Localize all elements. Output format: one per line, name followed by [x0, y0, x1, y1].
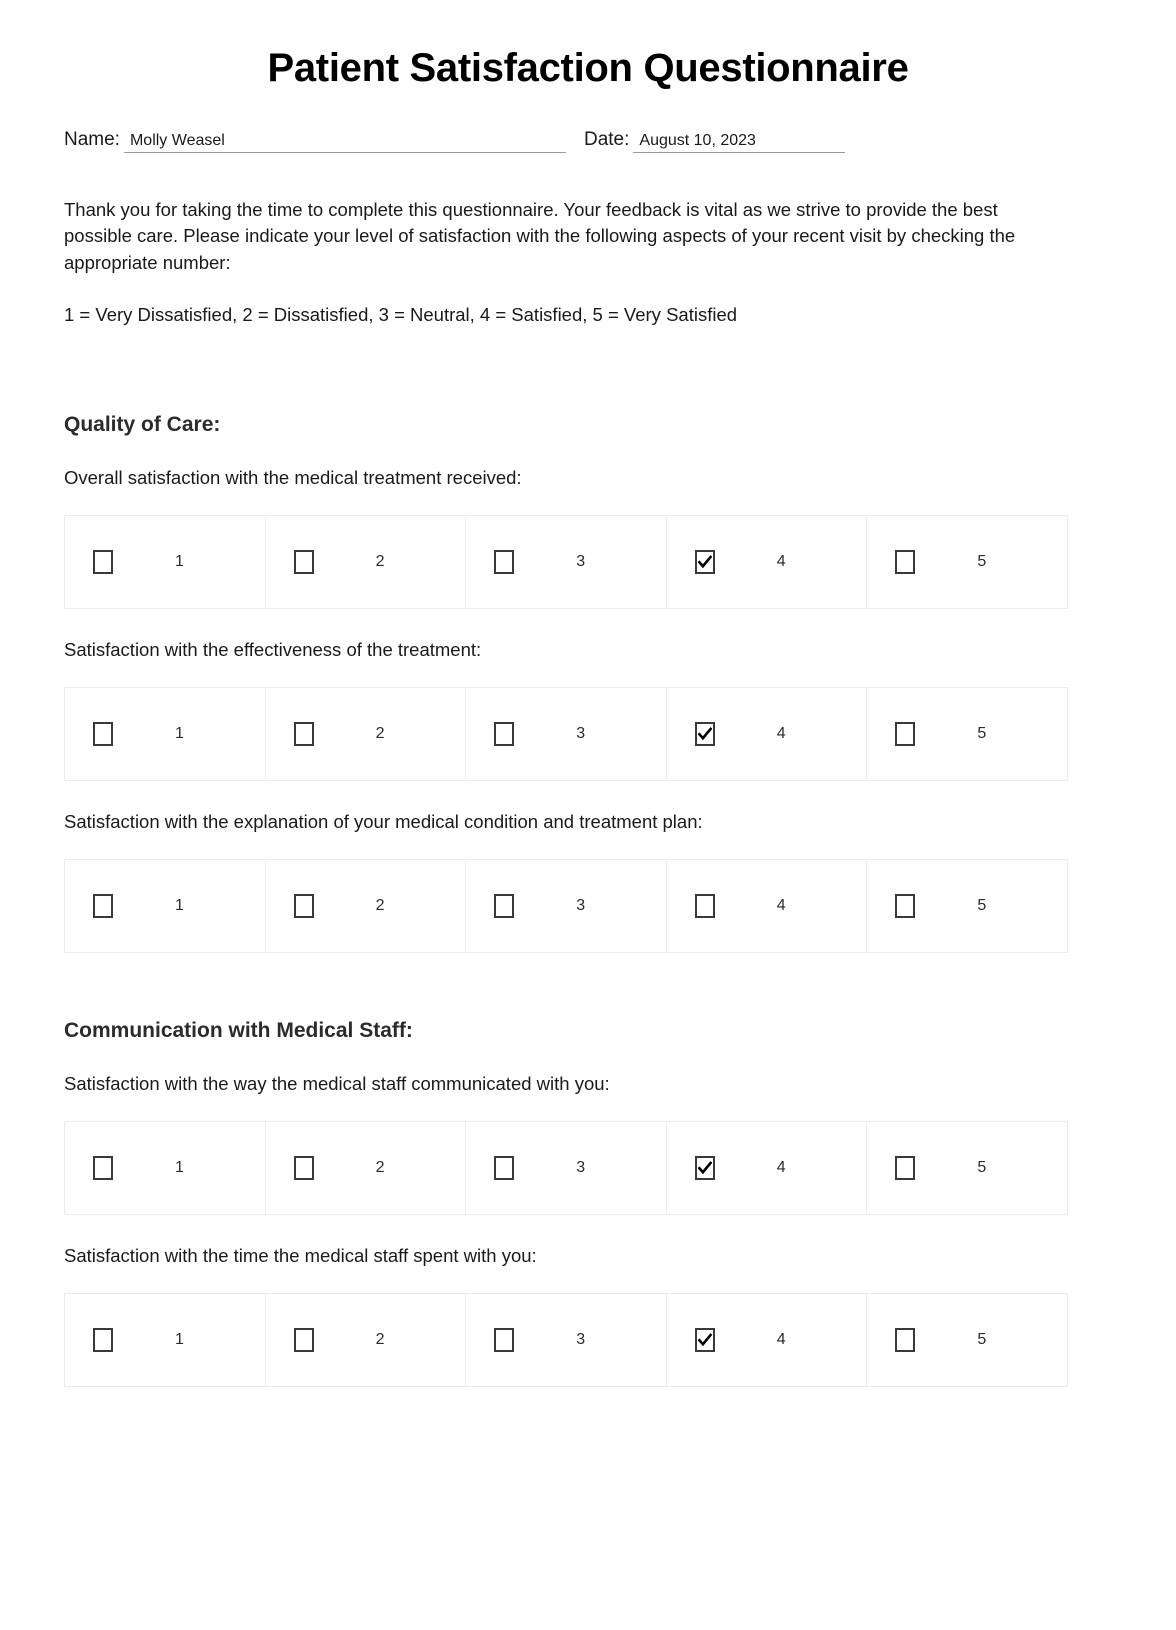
checkbox-unchecked[interactable]	[895, 722, 915, 746]
rating-cell-inner	[266, 1328, 466, 1352]
rating-cell[interactable]	[466, 859, 667, 952]
rating-cell[interactable]	[867, 1293, 1068, 1386]
rating-option-label: 3	[576, 1330, 586, 1348]
check-icon	[698, 1333, 712, 1347]
scale-legend: 1 = Very Dissatisfied, 2 = Dissatisfied, 3 = Neutral, 4 = Satisfied, 5 = Very Satisfied	[64, 303, 738, 325]
rating-cell[interactable]	[265, 687, 466, 780]
rating-option-label: 3	[576, 724, 586, 742]
rating-cell-inner	[867, 550, 1067, 574]
rating-cell[interactable]	[666, 859, 867, 952]
rating-cell[interactable]	[466, 1121, 667, 1214]
section-heading: Communication with Medical Staff:	[64, 1018, 413, 1042]
rating-option-label: 4	[776, 724, 786, 742]
section-block	[64, 347, 1112, 953]
rating-cell-inner	[667, 1156, 867, 1180]
checkbox-checked[interactable]	[695, 1328, 715, 1352]
rating-option-label: 4	[776, 1158, 786, 1176]
rating-option-label: 3	[576, 552, 586, 570]
rating-cell-inner	[266, 550, 466, 574]
rating-cell-inner	[266, 894, 466, 918]
rating-cell-inner	[466, 1328, 666, 1352]
question-text: Overall satisfaction with the medical treatment received:	[64, 466, 522, 488]
checkbox-unchecked[interactable]	[494, 1328, 514, 1352]
rating-option-label: 2	[375, 724, 385, 742]
rating-cell[interactable]	[466, 515, 667, 608]
patient-identity-line	[64, 129, 1112, 153]
checkbox-unchecked[interactable]	[895, 1328, 915, 1352]
rating-cell-inner	[65, 894, 265, 918]
rating-option-label: 5	[977, 896, 987, 914]
rating-cell-inner	[867, 1328, 1067, 1352]
rating-cell[interactable]	[65, 515, 266, 608]
rating-scale-row	[64, 1293, 1068, 1387]
table-row	[65, 687, 1068, 780]
table-row	[65, 859, 1068, 952]
rating-cell[interactable]	[265, 1293, 466, 1386]
rating-cell[interactable]	[65, 1121, 266, 1214]
checkbox-unchecked[interactable]	[895, 894, 915, 918]
rating-option-label: 3	[576, 1158, 586, 1176]
rating-cell[interactable]	[265, 515, 466, 608]
rating-cell-inner	[65, 1328, 265, 1352]
table-row	[65, 1121, 1068, 1214]
rating-option-label: 1	[175, 896, 184, 914]
rating-cell[interactable]	[65, 1293, 266, 1386]
rating-cell-inner	[867, 722, 1067, 746]
rating-option-label: 5	[977, 1158, 987, 1176]
rating-option-label: 2	[375, 1158, 385, 1176]
checkbox-unchecked[interactable]	[294, 1156, 314, 1180]
checkbox-unchecked[interactable]	[695, 894, 715, 918]
rating-option-label: 3	[576, 896, 586, 914]
rating-scale-row	[64, 515, 1068, 609]
section-heading: Quality of Care:	[64, 412, 221, 436]
rating-cell[interactable]	[666, 1121, 867, 1214]
rating-option-label: 5	[977, 724, 987, 742]
rating-cell[interactable]	[65, 859, 266, 952]
checkbox-unchecked[interactable]	[294, 894, 314, 918]
rating-option-label: 1	[175, 1330, 184, 1348]
question-text: Satisfaction with the time the medical staff spent with you:	[64, 1244, 537, 1266]
rating-option-label: 1	[175, 724, 184, 742]
rating-cell-inner	[867, 1156, 1067, 1180]
question-text: Satisfaction with the way the medical staff communicated with you:	[64, 1072, 610, 1094]
checkbox-unchecked[interactable]	[494, 550, 514, 574]
rating-cell-inner	[667, 722, 867, 746]
check-icon	[698, 727, 712, 741]
intro-paragraph: Thank you for taking the time to complete this questionnaire. Your feedback is vital as we strive to provide the best possible care. Please indicate your level of satisfaction with the following aspects of your recent visit by checking the appropriate number:	[64, 199, 1016, 273]
rating-cell[interactable]	[867, 1121, 1068, 1214]
rating-cell-inner	[466, 894, 666, 918]
rating-cell-inner	[65, 550, 265, 574]
rating-cell-inner	[667, 894, 867, 918]
rating-cell-inner	[266, 722, 466, 746]
rating-cell-inner	[65, 1156, 265, 1180]
checkbox-checked[interactable]	[695, 722, 715, 746]
section-block	[64, 953, 1112, 1387]
sections-container	[64, 347, 1112, 1387]
date-label: Date:	[583, 129, 630, 150]
rating-cell[interactable]	[466, 1293, 667, 1386]
rating-cell-inner	[266, 1156, 466, 1180]
rating-cell-inner	[466, 550, 666, 574]
rating-cell-inner	[466, 722, 666, 746]
name-label: Name:	[64, 129, 120, 150]
rating-cell[interactable]	[867, 687, 1068, 780]
rating-scale-row	[64, 1121, 1068, 1215]
table-row	[65, 515, 1068, 608]
rating-option-label: 2	[375, 1330, 385, 1348]
rating-cell-inner	[65, 722, 265, 746]
checkbox-unchecked[interactable]	[294, 1328, 314, 1352]
checkbox-unchecked[interactable]	[93, 1156, 113, 1180]
checkbox-unchecked[interactable]	[294, 722, 314, 746]
page-title: Patient Satisfaction Questionnaire	[267, 46, 909, 90]
rating-option-label: 4	[776, 552, 786, 570]
rating-option-label: 5	[977, 1330, 987, 1348]
question-text: Satisfaction with the explanation of your medical condition and treatment plan:	[64, 810, 703, 832]
rating-cell[interactable]	[867, 515, 1068, 608]
checkbox-unchecked[interactable]	[494, 1156, 514, 1180]
rating-scale-row	[64, 687, 1068, 781]
checkbox-checked[interactable]	[695, 1156, 715, 1180]
checkbox-checked[interactable]	[695, 550, 715, 574]
checkbox-unchecked[interactable]	[93, 894, 113, 918]
rating-scale-row	[64, 859, 1068, 953]
table-row	[65, 1293, 1068, 1386]
checkbox-unchecked[interactable]	[93, 1328, 113, 1352]
rating-option-label: 1	[175, 552, 184, 570]
checkbox-unchecked[interactable]	[294, 550, 314, 574]
check-icon	[698, 555, 712, 569]
checkbox-unchecked[interactable]	[895, 550, 915, 574]
rating-option-label: 2	[375, 552, 385, 570]
rating-cell-inner	[667, 550, 867, 574]
checkbox-unchecked[interactable]	[93, 722, 113, 746]
checkbox-unchecked[interactable]	[494, 722, 514, 746]
rating-option-label: 4	[776, 896, 786, 914]
rating-cell-inner	[466, 1156, 666, 1180]
rating-cell[interactable]	[265, 859, 466, 952]
rating-cell[interactable]	[867, 859, 1068, 952]
rating-cell-inner	[667, 1328, 867, 1352]
rating-cell[interactable]	[666, 515, 867, 608]
rating-cell[interactable]	[265, 1121, 466, 1214]
rating-option-label: 2	[375, 896, 385, 914]
rating-cell[interactable]	[666, 687, 867, 780]
name-field[interactable]: Molly Weasel	[124, 131, 566, 153]
rating-option-label: 4	[776, 1330, 786, 1348]
checkbox-unchecked[interactable]	[93, 550, 113, 574]
rating-cell[interactable]	[666, 1293, 867, 1386]
checkbox-unchecked[interactable]	[494, 894, 514, 918]
rating-cell[interactable]	[65, 687, 266, 780]
rating-cell[interactable]	[466, 687, 667, 780]
question-text: Satisfaction with the effectiveness of the treatment:	[64, 638, 482, 660]
checkbox-unchecked[interactable]	[895, 1156, 915, 1180]
rating-option-label: 5	[977, 552, 987, 570]
rating-cell-inner	[867, 894, 1067, 918]
date-field[interactable]: August 10, 2023	[633, 131, 845, 153]
check-icon	[698, 1161, 712, 1175]
rating-option-label: 1	[175, 1158, 184, 1176]
